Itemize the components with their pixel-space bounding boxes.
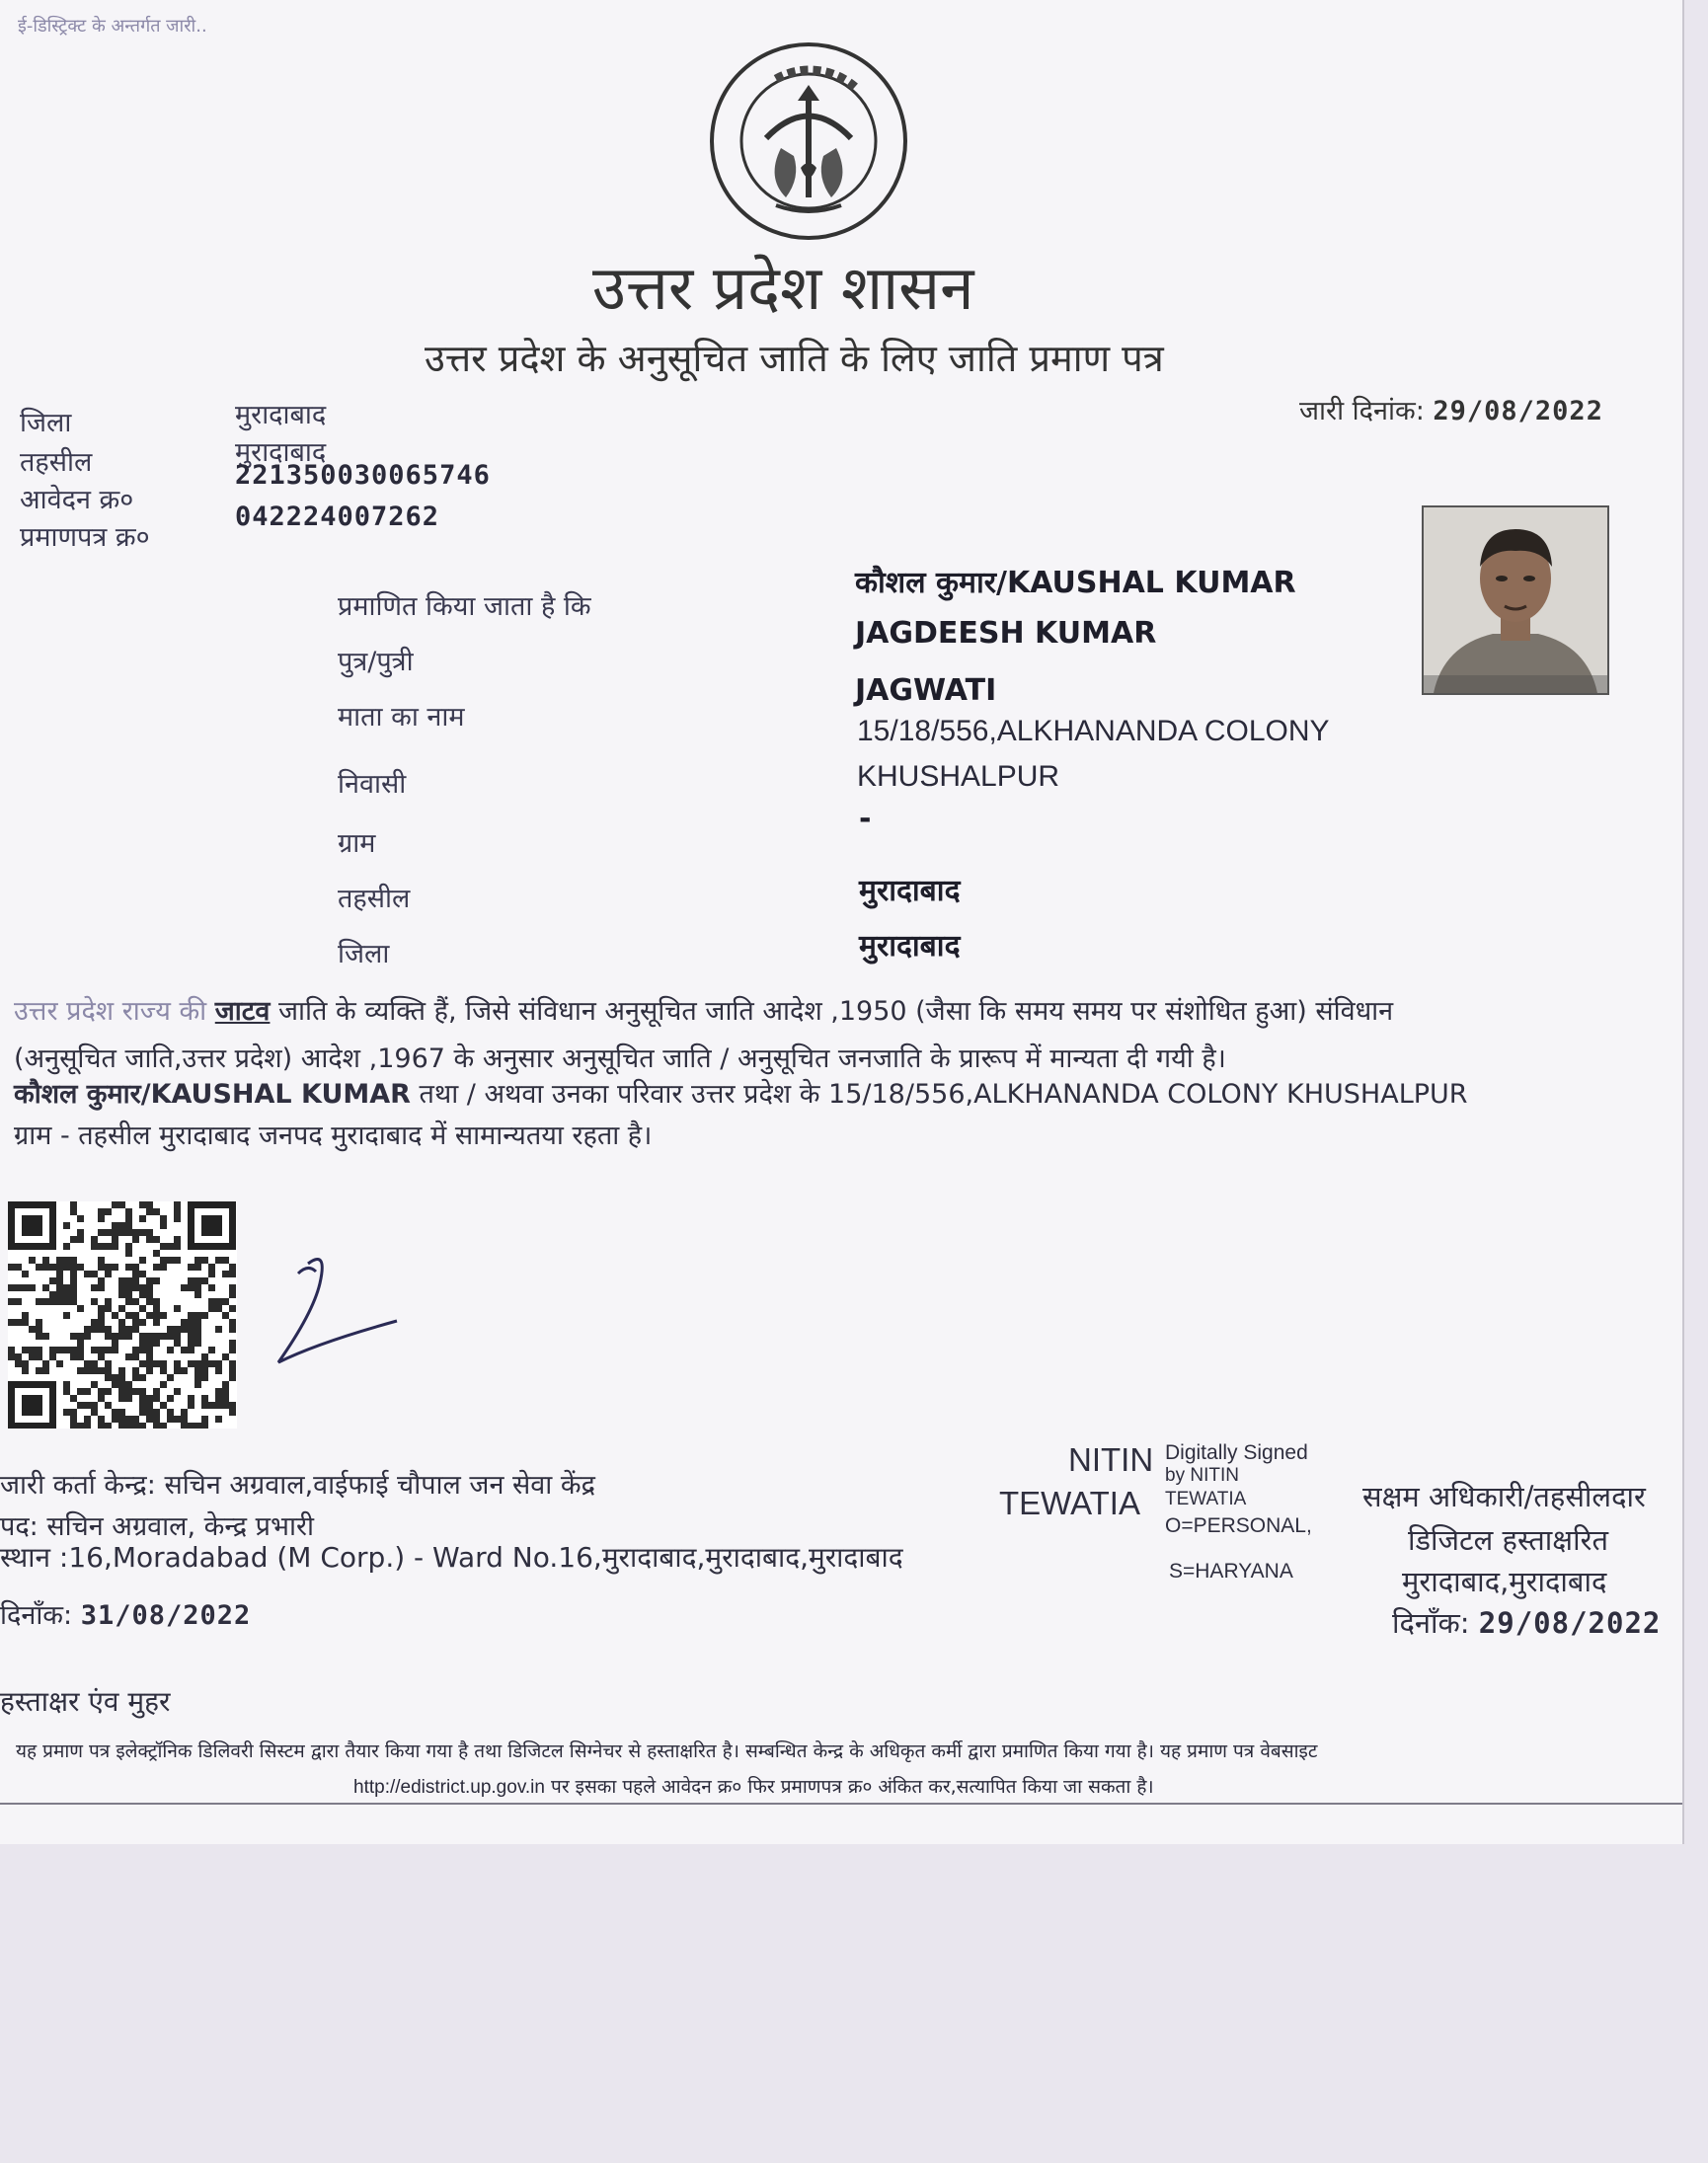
body-applicant-name: कौशल कुमार/KAUSHAL KUMAR — [14, 1079, 411, 1110]
up-government-emblem-icon — [707, 39, 910, 247]
details-label-child-of: पुत्र/पुत्री — [338, 647, 414, 677]
authority-place: मुरादाबाद,मुरादाबाद — [1402, 1565, 1607, 1598]
issuer-date-label: दिनाँक: — [0, 1600, 73, 1631]
digital-sign-line-1: Digitally Signed — [1165, 1441, 1308, 1464]
body-line-3-rest: तथा / अथवा उनका परिवार उत्तर प्रदेश के 15/18/556,ALKHANANDA COLONY KHUSHALPUR — [410, 1079, 1468, 1110]
father-name: JAGDEESH KUMAR — [855, 616, 1157, 651]
digital-sign-line-2: by NITIN — [1165, 1465, 1239, 1486]
applicant-name: कौशल कुमार/KAUSHAL KUMAR — [855, 566, 1296, 600]
footer-divider — [0, 1803, 1682, 1805]
application-number: 221350030065746 — [235, 460, 491, 491]
footer-url-link[interactable]: http://edistrict.up.gov.in — [353, 1777, 545, 1798]
digital-sign-line-5: S=HARYANA — [1169, 1560, 1293, 1583]
certificate-subtitle: उत्तर प्रदेश के अनुसूचित जाति के लिए जाति प्रमाण पत्र — [425, 337, 1164, 380]
body-line-4: ग्राम - तहसील मुरादाबाद जनपद मुरादाबाद में सामान्यतया रहता है। — [14, 1120, 653, 1151]
meta-label-application-no: आवेदन क्र० — [20, 485, 134, 515]
footer-line-2-rest: पर इसका पहले आवेदन क्र० फिर प्रमाणपत्र क्र० अंकित कर,सत्यापित किया जा सकता है। — [544, 1776, 1154, 1798]
village-value: - — [859, 802, 872, 836]
top-note: ई-डिस्ट्रिक्ट के अन्तर्गत जारी.. — [18, 16, 207, 37]
body-line-1a: उत्तर प्रदेश राज्य की — [14, 996, 215, 1027]
page-title: उत्तर प्रदेश शासन — [592, 252, 974, 324]
meta-label-district: जिला — [20, 408, 72, 438]
details-label-village: ग्राम — [338, 828, 376, 859]
caste-name: जाटव — [214, 996, 271, 1027]
meta-value-district: मुरादाबाद — [235, 400, 327, 430]
issuer-place: स्थान :16,Moradabad (M Corp.) - Ward No.16,मुरादाबाद,मुरादाबाद,मुरादाबाद — [0, 1541, 903, 1574]
issue-date-block — [1299, 391, 1603, 427]
authority-signed: डिजिटल हस्ताक्षरित — [1408, 1523, 1608, 1557]
issue-date-label: जारी दिनांक: — [1299, 396, 1425, 426]
tehsil-value: मुरादाबाद — [859, 874, 961, 908]
details-label-tehsil: तहसील — [338, 884, 411, 914]
meta-value-tehsil: मुरादाबाद — [235, 437, 327, 468]
footer-line-2 — [353, 1773, 1154, 1799]
authority-date-block — [1392, 1603, 1661, 1642]
address-line-2: KHUSHALPUR — [857, 760, 1060, 793]
digital-sign-line-3: TEWATIA — [1165, 1489, 1247, 1509]
issuer-post: पद: सचिन अग्रवाल, केन्द्र प्रभारी — [0, 1511, 315, 1542]
body-line-1 — [14, 991, 1393, 1028]
certificate-number: 042224007262 — [235, 502, 440, 532]
issuer-date: 31/08/2022 — [80, 1600, 252, 1631]
applicant-photo — [1422, 505, 1609, 695]
footer-line-1: यह प्रमाण पत्र इलेक्ट्रॉनिक डिलिवरी सिस्टम द्वारा तैयार किया गया है तथा डिजिटल सिग्नेचर से हस्ताक्षरित है। सम्बन्धित केन्द्र के अधिकृत कर्मी द्वारा प्रमाणित किया गया है। यह प्रमाण पत्र वेबसाइट — [16, 1740, 1318, 1762]
seal-label: हस्ताक्षर एंव मुहर — [0, 1685, 171, 1718]
meta-label-certificate-no: प्रमाणपत्र क्र० — [20, 522, 150, 553]
qr-code — [8, 1201, 237, 1429]
authority-date-label: दिनाँक: — [1392, 1606, 1470, 1640]
details-label-certified: प्रमाणित किया जाता है कि — [338, 591, 591, 622]
digital-sign-line-4: O=PERSONAL, — [1165, 1514, 1312, 1537]
details-label-district: जिला — [338, 939, 390, 969]
body-line-3 — [14, 1074, 1468, 1111]
meta-label-tehsil: तहसील — [20, 447, 93, 478]
issuer-date-block — [0, 1595, 251, 1632]
issue-date: 29/08/2022 — [1433, 396, 1603, 426]
issuer-center: जारी कर्ता केन्द्र: सचिन अग्रवाल,वाईफाई चौपाल जन सेवा केंद्र — [0, 1470, 595, 1501]
handwritten-signature — [259, 1244, 407, 1386]
details-label-mother-name: माता का नाम — [338, 702, 465, 733]
body-line-1b: जाति के व्यक्ति हैं, जिसे संविधान अनुसूचित जाति आदेश ,1950 (जैसा कि समय समय पर संशोधित हुआ) संविधान — [270, 996, 1394, 1027]
signer-first-name: NITIN — [1068, 1441, 1154, 1478]
district-value: मुरादाबाद — [859, 929, 961, 964]
mother-name: JAGWATI — [855, 673, 997, 708]
signer-last-name: TEWATIA — [999, 1485, 1140, 1521]
address-line-1: 15/18/556,ALKHANANDA COLONY — [857, 715, 1330, 747]
authority-title: सक्षम अधिकारी/तहसीलदार — [1362, 1480, 1646, 1513]
body-line-2: (अनुसूचित जाति,उत्तर प्रदेश) आदेश ,1967 के अनुसार अनुसूचित जाति / अनुसूचित जनजाति के प्रारूप में मान्यता दी गयी है। — [14, 1043, 1226, 1074]
details-label-resident: निवासी — [338, 769, 407, 800]
authority-date: 29/08/2022 — [1478, 1606, 1662, 1640]
